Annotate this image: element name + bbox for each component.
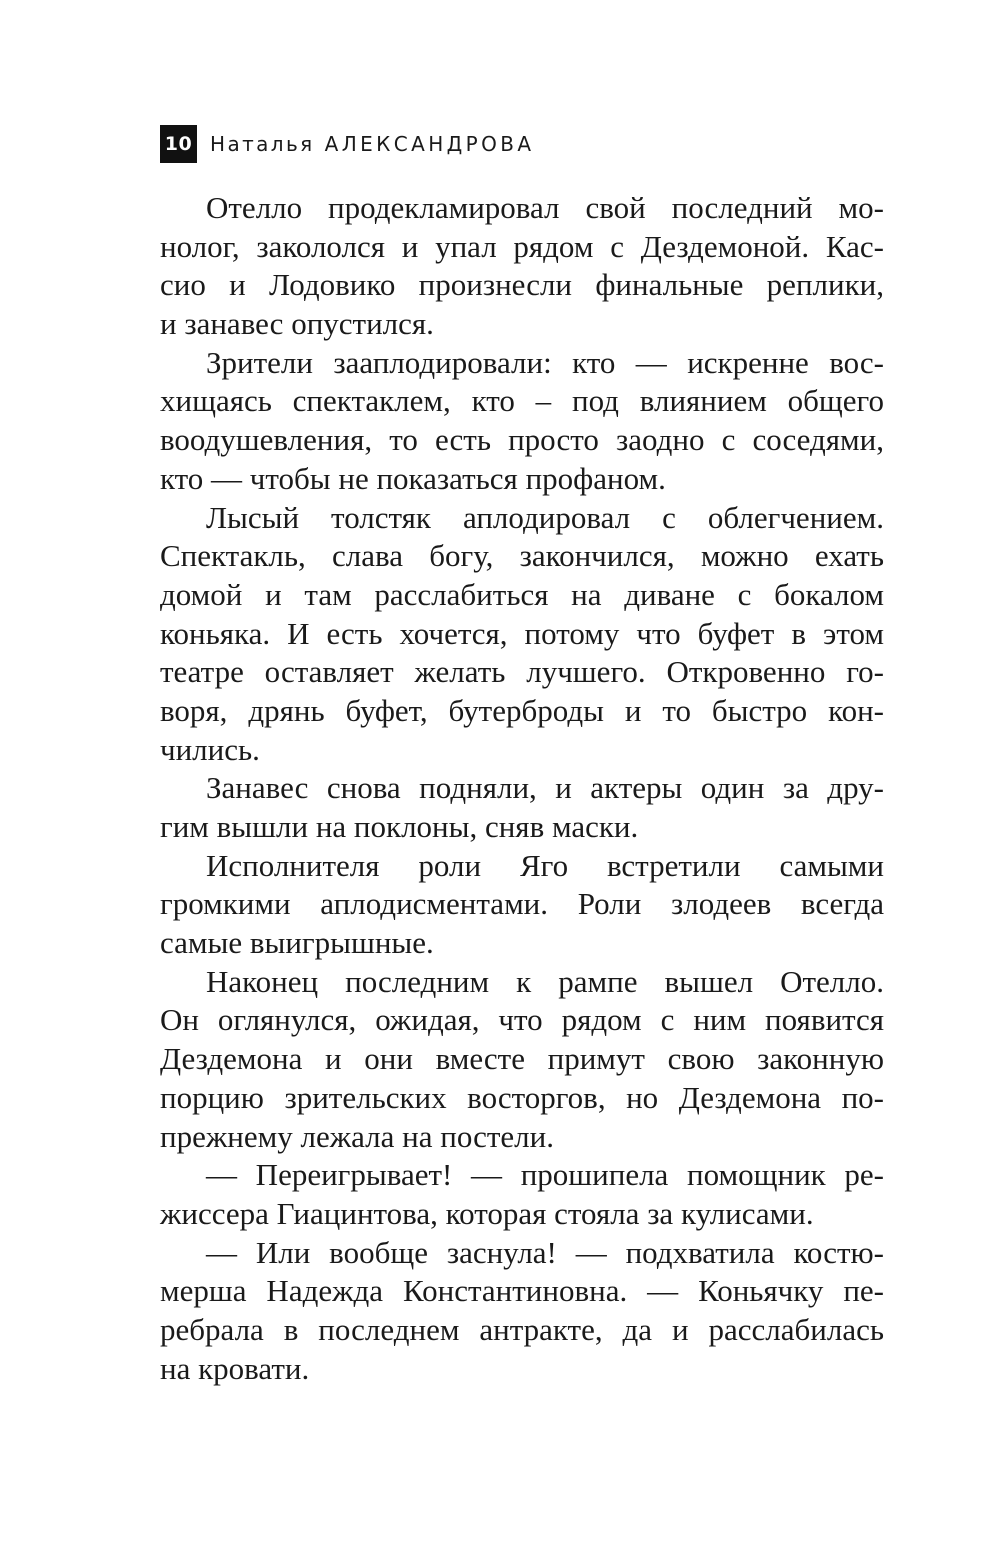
text-line: жиссера Гиацинтова, которая стояла за кулисами.	[160, 1195, 814, 1231]
text-line: Занавес снова подняли, и актеры один за дру-	[206, 770, 884, 806]
text-line: мерша Надежда Константиновна. — Коньячку пе-	[160, 1273, 884, 1309]
paragraph	[160, 769, 884, 846]
text-line: чились.	[160, 731, 260, 767]
text-line: самые выигрышные.	[160, 925, 434, 961]
author-name	[210, 132, 534, 156]
text-line: Спектакль, слава богу, закончился, можно ехать	[160, 538, 884, 574]
paragraph	[160, 1156, 884, 1233]
text-line: домой и там расслабиться на диване с бокалом	[160, 576, 884, 612]
text-line: Отелло продекламировал свой последний мо-	[206, 190, 884, 225]
text-line: прежнему лежала на постели.	[160, 1118, 554, 1154]
text-line: Зрители зааплодировали: кто — искренне вос-	[206, 344, 884, 380]
paragraph	[160, 1234, 884, 1389]
text-line: — Или вообще заснула! — подхватила костю-	[206, 1234, 884, 1270]
text-line: Наконец последним к рампе вышел Отелло.	[206, 963, 884, 999]
text-line: Исполнителя роли Яго встретили самыми	[206, 847, 884, 883]
text-line: Лысый толстяк аплодировал с облегчением.	[206, 499, 884, 535]
text-line: на кровати.	[160, 1350, 310, 1386]
text-line: нолог, закололся и упал рядом с Дездемоной. Кас-	[160, 228, 884, 264]
text-line: порцию зрительских восторгов, но Дездемона по-	[160, 1079, 884, 1115]
text-line: ребрала в последнем антракте, да и расслабилась	[160, 1311, 884, 1347]
paragraph	[160, 499, 884, 770]
paragraph	[160, 344, 884, 499]
running-header	[160, 125, 534, 163]
paragraph	[160, 963, 884, 1156]
text-line: театре оставляет желать лучшего. Откровенно го-	[160, 654, 884, 690]
text-line: Дездемона и они вместе примут свою законную	[160, 1041, 884, 1077]
text-line: Он оглянулся, ожидая, что рядом с ним появится	[160, 1002, 884, 1038]
text-line: кто — чтобы не показаться профаном.	[160, 460, 666, 496]
page-number: 10	[160, 125, 197, 163]
text-line: и занавес опустился.	[160, 306, 434, 342]
author-first-name: Наталья	[210, 132, 315, 156]
text-line: хищаясь спектаклем, кто – под влиянием общего	[160, 383, 884, 419]
text-line: гим вышли на поклоны, сняв маски.	[160, 809, 639, 844]
text-line: громкими аплодисментами. Роли злодеев всегда	[160, 886, 884, 922]
body-text	[160, 189, 884, 1388]
author-last-name: АЛЕКСАНДРОВА	[324, 132, 535, 156]
text-line: воодушевления, то есть просто заодно с соседями,	[160, 422, 884, 458]
paragraph	[160, 189, 884, 344]
text-line: воря, дрянь буфет, бутерброды и то быстро кон-	[160, 692, 884, 728]
paragraph	[160, 847, 884, 963]
text-line: — Переигрывает! — прошипела помощник ре-	[206, 1157, 884, 1193]
text-line: коньяка. И есть хочется, потому что буфет в этом	[160, 615, 884, 651]
text-line: сио и Лодовико произнесли финальные реплики,	[160, 267, 884, 303]
